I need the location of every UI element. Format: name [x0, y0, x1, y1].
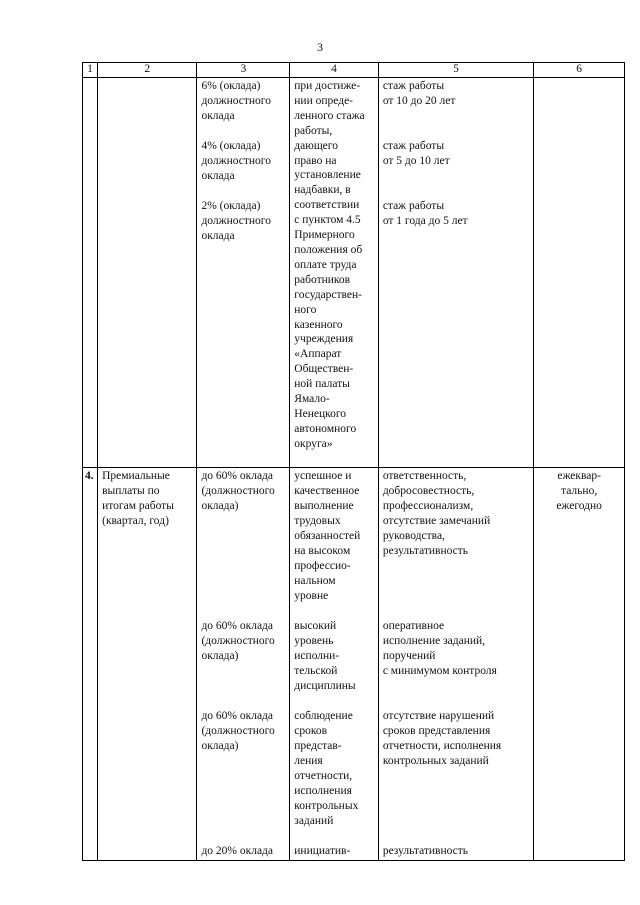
cell-period: ежеквар- тально, ежегодно — [534, 468, 625, 861]
condition-text: высокий уровень исполни- тельской дисциплины — [294, 620, 356, 692]
criteria-text: ответственность, добросовестность, профессионализм, отсутствие замечаний руководства, результативность — [382, 470, 491, 557]
cell-amount — [197, 78, 290, 468]
amount-text: до 20% оклада — [201, 845, 274, 857]
criteria-text: отсутствие нарушений сроков представления отчетности, исполнения контрольных заданий — [382, 710, 502, 767]
criteria-text: стаж работы от 10 до 20 лет — [382, 80, 456, 107]
cell-period — [534, 78, 625, 468]
cell-criteria — [378, 78, 533, 468]
cell-number: 4. — [83, 468, 98, 861]
header-col-3: 3 — [197, 63, 290, 78]
cell-name — [98, 78, 197, 468]
cell-condition — [290, 78, 379, 468]
condition-text: инициатив- — [294, 845, 351, 857]
header-col-4: 4 — [290, 63, 379, 78]
cell-criteria — [378, 468, 533, 861]
criteria-text: стаж работы от 5 до 10 лет — [382, 140, 450, 167]
cell-number — [83, 78, 98, 468]
allowances-table — [82, 62, 625, 861]
amount-text: 2% (оклада) должностного оклада — [201, 200, 271, 242]
header-row — [83, 63, 625, 78]
condition-text: при достиже- нии опреде- ленного стажа работы, дающего право на установление надбавки, в соответствии с пунктом 4.5 Примерного положения об оплате труда работников государствен- ного казенного учреждения «Аппарат Обществен- ной палаты Ямало- Ненецкого автономного округа» — [294, 80, 365, 450]
criteria-text: результативность — [382, 845, 469, 857]
condition-text: успешное и качественное выполнение трудовых обязанностей на высоком профессио- нальном уровне — [294, 470, 361, 602]
amount-text: 6% (оклада) должностного оклада — [201, 80, 271, 122]
header-col-1: 1 — [83, 63, 98, 78]
header-col-5: 5 — [378, 63, 533, 78]
criteria-text: оперативное исполнение заданий, поручений с минимумом контроля — [382, 620, 497, 677]
header-col-2: 2 — [98, 63, 197, 78]
cell-amount — [197, 468, 290, 861]
table-row — [83, 468, 625, 861]
amount-text: до 60% оклада (должностного оклада) — [201, 620, 275, 662]
page-number: 3 — [317, 40, 323, 54]
condition-text: соблюдение сроков представ- ления отчетности, исполнения контрольных заданий — [294, 710, 359, 827]
amount-text: 4% (оклада) должностного оклада — [201, 140, 271, 182]
cell-name: Премиальные выплаты по итогам работы (квартал, год) — [98, 468, 197, 861]
amount-text: до 60% оклада (должностного оклада) — [201, 470, 275, 512]
header-col-6: 6 — [534, 63, 625, 78]
amount-text: до 60% оклада (должностного оклада) — [201, 710, 275, 752]
table-row — [83, 78, 625, 468]
criteria-text: стаж работы от 1 года до 5 лет — [382, 200, 468, 227]
cell-condition — [290, 468, 379, 861]
